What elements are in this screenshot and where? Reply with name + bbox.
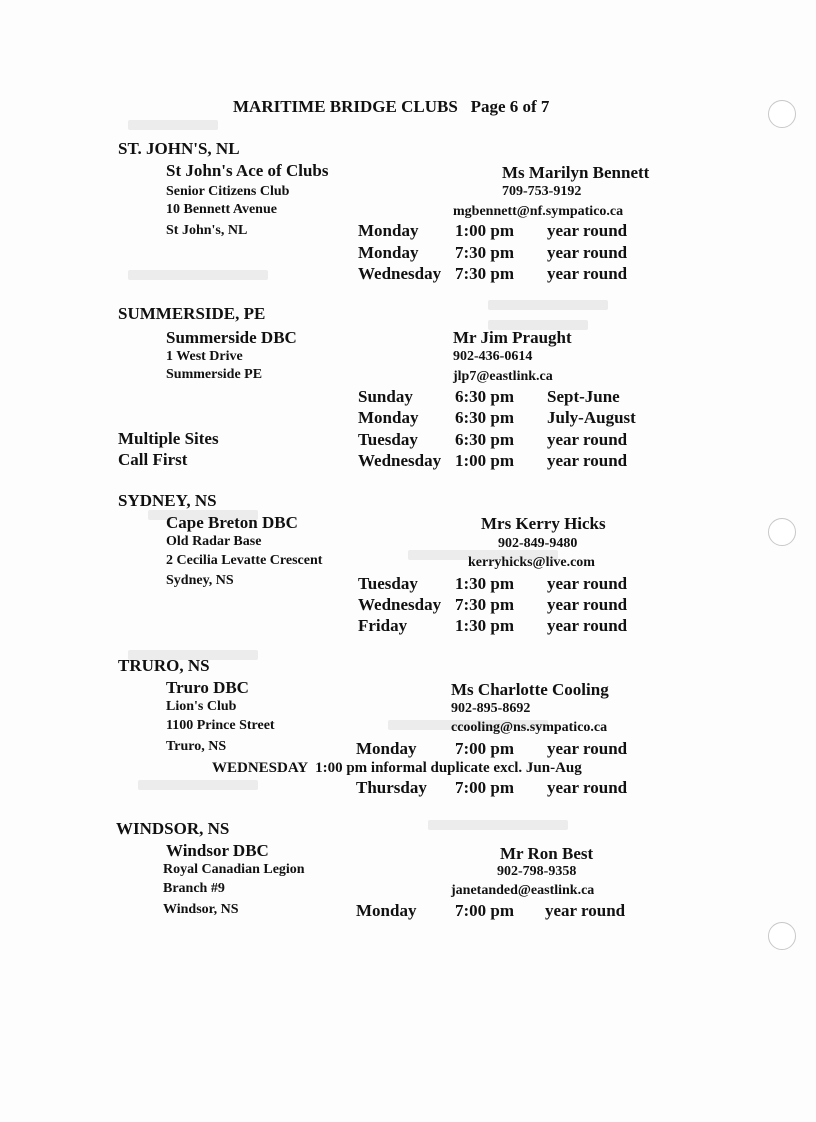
phone-number: 902-849-9480 xyxy=(498,536,578,551)
schedule-day: Monday xyxy=(358,221,419,240)
schedule-time: 6:30 pm xyxy=(455,408,515,427)
title-text: MARITIME BRIDGE CLUBS xyxy=(233,97,458,116)
email-link[interactable]: kerryhicks@live.com xyxy=(468,555,595,570)
schedule-day: Wednesday xyxy=(358,264,442,283)
address-line: Truro, NS xyxy=(166,739,227,754)
address-line: 10 Bennett Avenue xyxy=(166,202,277,217)
schedule-season: year round xyxy=(547,430,628,449)
schedule-season: year round xyxy=(547,451,628,470)
contact-name: Ms Charlotte Cooling xyxy=(451,680,609,699)
schedule-day: Monday xyxy=(356,739,417,758)
schedule-day: Wednesday xyxy=(358,595,442,614)
address-line: Senior Citizens Club xyxy=(166,184,290,199)
email-link[interactable]: jlp7@eastlink.ca xyxy=(453,369,553,384)
schedule-day: Monday xyxy=(358,408,419,427)
site-note: Multiple Sites xyxy=(118,429,219,448)
schedule-time: 1:00 pm xyxy=(455,451,515,470)
schedule-season: year round xyxy=(547,595,628,614)
contact-name: Ms Marilyn Bennett xyxy=(502,163,650,182)
schedule-season: year round xyxy=(547,778,628,797)
club-name: Windsor DBC xyxy=(166,841,269,860)
punch-hole-icon xyxy=(768,100,796,128)
email-link[interactable]: mgbennett@nf.sympatico.ca xyxy=(453,204,624,219)
city-heading: TRURO, NS xyxy=(118,656,210,675)
address-line: 2 Cecilia Levatte Crescent xyxy=(166,553,323,568)
address-line: St John's, NL xyxy=(166,223,248,238)
address-line: Windsor, NS xyxy=(163,902,239,917)
schedule-day: Thursday xyxy=(356,778,427,797)
city-heading: ST. JOHN'S, NL xyxy=(118,139,240,158)
club-name: Summerside DBC xyxy=(166,328,297,347)
schedule-time: 1:00 pm xyxy=(455,221,515,240)
address-line: Lion's Club xyxy=(166,699,237,714)
punch-hole-icon xyxy=(768,922,796,950)
contact-name: Mr Ron Best xyxy=(500,844,594,863)
schedule-time: 7:30 pm xyxy=(455,595,515,614)
schedule-season: year round xyxy=(545,901,626,920)
email-link[interactable]: ccooling@ns.sympatico.ca xyxy=(451,720,608,735)
city-heading: SUMMERSIDE, PE xyxy=(118,304,266,323)
schedule-season: year round xyxy=(547,739,628,758)
club-name: Truro DBC xyxy=(166,678,249,697)
schedule-season: year round xyxy=(547,574,628,593)
address-line: 1100 Prince Street xyxy=(166,718,275,733)
site-note: Call First xyxy=(118,450,188,469)
special-note: WEDNESDAY 1:00 pm informal duplicate excl. Jun-Aug xyxy=(212,760,582,776)
schedule-season: year round xyxy=(547,616,628,635)
schedule-time: 7:30 pm xyxy=(455,243,515,262)
schedule-time: 7:00 pm xyxy=(455,739,515,758)
schedule-time: 7:00 pm xyxy=(455,778,515,797)
schedule-day: Monday xyxy=(356,901,417,920)
schedule-time: 6:30 pm xyxy=(455,387,515,406)
page-title xyxy=(233,98,549,115)
page-number: Page 6 of 7 xyxy=(470,97,550,116)
schedule-day: Wednesday xyxy=(358,451,442,470)
schedule-time: 6:30 pm xyxy=(455,430,515,449)
address-line: Royal Canadian Legion xyxy=(163,862,305,877)
schedule-time: 7:30 pm xyxy=(455,264,515,283)
phone-number: 709-753-9192 xyxy=(502,184,582,199)
schedule-season: year round xyxy=(547,264,628,283)
schedule-day: Friday xyxy=(358,616,408,635)
schedule-day: Sunday xyxy=(358,387,413,406)
punch-hole-icon xyxy=(768,518,796,546)
city-heading: WINDSOR, NS xyxy=(116,819,230,838)
schedule-season: Sept-June xyxy=(547,387,620,406)
address-line: Summerside PE xyxy=(166,367,263,382)
schedule-season: July-August xyxy=(547,408,636,427)
contact-name: Mr Jim Praught xyxy=(453,328,572,347)
schedule-day: Tuesday xyxy=(358,574,418,593)
city-heading: SYDNEY, NS xyxy=(118,491,217,510)
address-line: Branch #9 xyxy=(163,881,225,896)
schedule-day: Monday xyxy=(358,243,419,262)
address-line: 1 West Drive xyxy=(166,349,243,364)
schedule-day: Tuesday xyxy=(358,430,418,449)
schedule-time: 1:30 pm xyxy=(455,574,515,593)
phone-number: 902-895-8692 xyxy=(451,701,531,716)
phone-number: 902-798-9358 xyxy=(497,864,577,879)
schedule-season: year round xyxy=(547,243,628,262)
phone-number: 902-436-0614 xyxy=(453,349,533,364)
club-name: Cape Breton DBC xyxy=(166,513,298,532)
address-line: Sydney, NS xyxy=(166,573,234,588)
schedule-season: year round xyxy=(547,221,628,240)
schedule-time: 1:30 pm xyxy=(455,616,515,635)
schedule-time: 7:00 pm xyxy=(455,901,515,920)
address-line: Old Radar Base xyxy=(166,534,262,549)
contact-name: Mrs Kerry Hicks xyxy=(481,514,606,533)
email-link[interactable]: janetanded@eastlink.ca xyxy=(451,883,595,898)
club-name: St John's Ace of Clubs xyxy=(166,161,329,180)
